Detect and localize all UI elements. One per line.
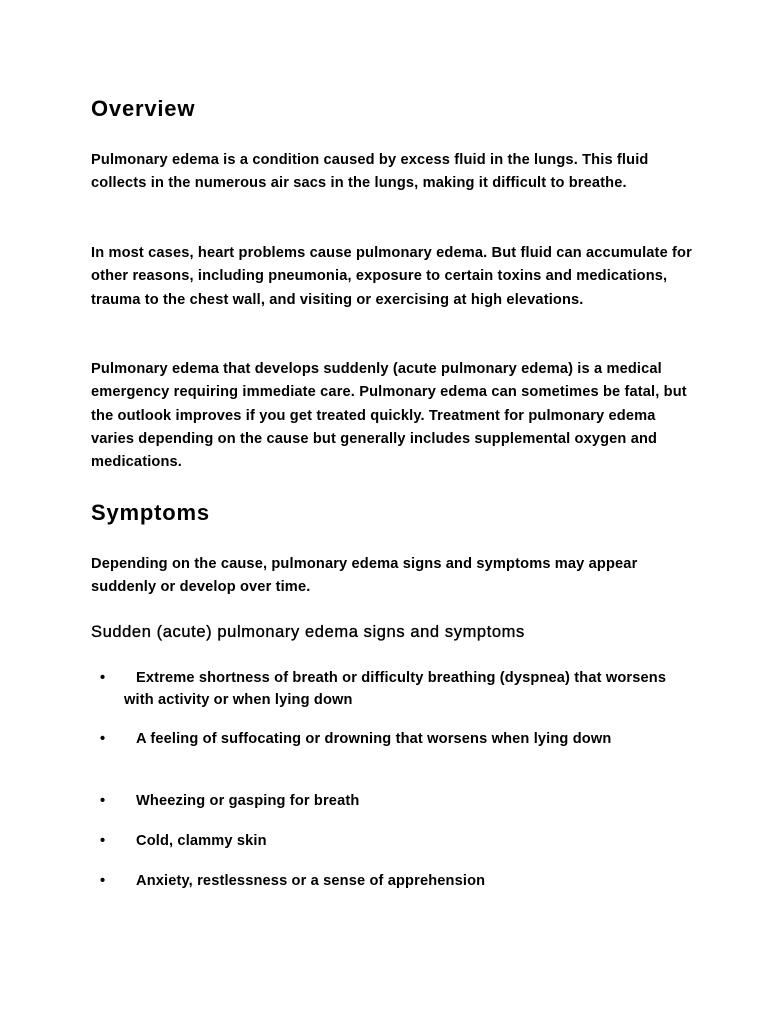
list-item (100, 667, 684, 711)
list-item-text: Extreme shortness of breath or difficulty breathing (dyspnea) that worsens with activity or when lying down (124, 670, 667, 708)
bullet-icon: • (100, 670, 106, 686)
list-item-text: Cold, clammy skin (136, 833, 267, 849)
bullet-icon: • (100, 833, 106, 849)
list-item (100, 830, 684, 852)
list-item-text: Wheezing or gasping for breath (136, 793, 360, 809)
acute-symptoms-subheading: Sudden (acute) pulmonary edema signs and symptoms (91, 623, 525, 641)
list-item (100, 870, 684, 892)
symptoms-intro: Depending on the cause, pulmonary edema signs and symptoms may appear suddenly or develop over time. (91, 556, 638, 596)
list-item (100, 790, 684, 812)
overview-paragraph-1: Pulmonary edema is a condition caused by excess fluid in the lungs. This fluid collects in the numerous air sacs in the lungs, making it difficult to breathe. (91, 152, 649, 192)
overview-paragraph-2: In most cases, heart problems cause pulmonary edema. But fluid can accumulate for other reasons, including pneumonia, exposure to certain toxins and medications, trauma to the chest wall, and visiting or exercising at high elevations. (91, 245, 692, 308)
list-item-text: A feeling of suffocating or drowning that worsens when lying down (136, 731, 612, 747)
overview-paragraph-3: Pulmonary edema that develops suddenly (acute pulmonary edema) is a medical emergency requiring immediate care. Pulmonary edema can sometimes be fatal, but the outlook improves if you get treated quickly. Treatment for pulmonary edema varies depending on the cause but generally includes supplemental oxygen and medications. (91, 361, 687, 471)
list-item (100, 728, 684, 750)
bullet-icon: • (100, 731, 106, 747)
symptoms-heading: Symptoms (91, 500, 210, 525)
list-item-text: Anxiety, restlessness or a sense of apprehension (136, 873, 486, 889)
bullet-icon: • (100, 793, 106, 809)
bullet-icon: • (100, 873, 106, 889)
overview-heading: Overview (91, 96, 196, 121)
